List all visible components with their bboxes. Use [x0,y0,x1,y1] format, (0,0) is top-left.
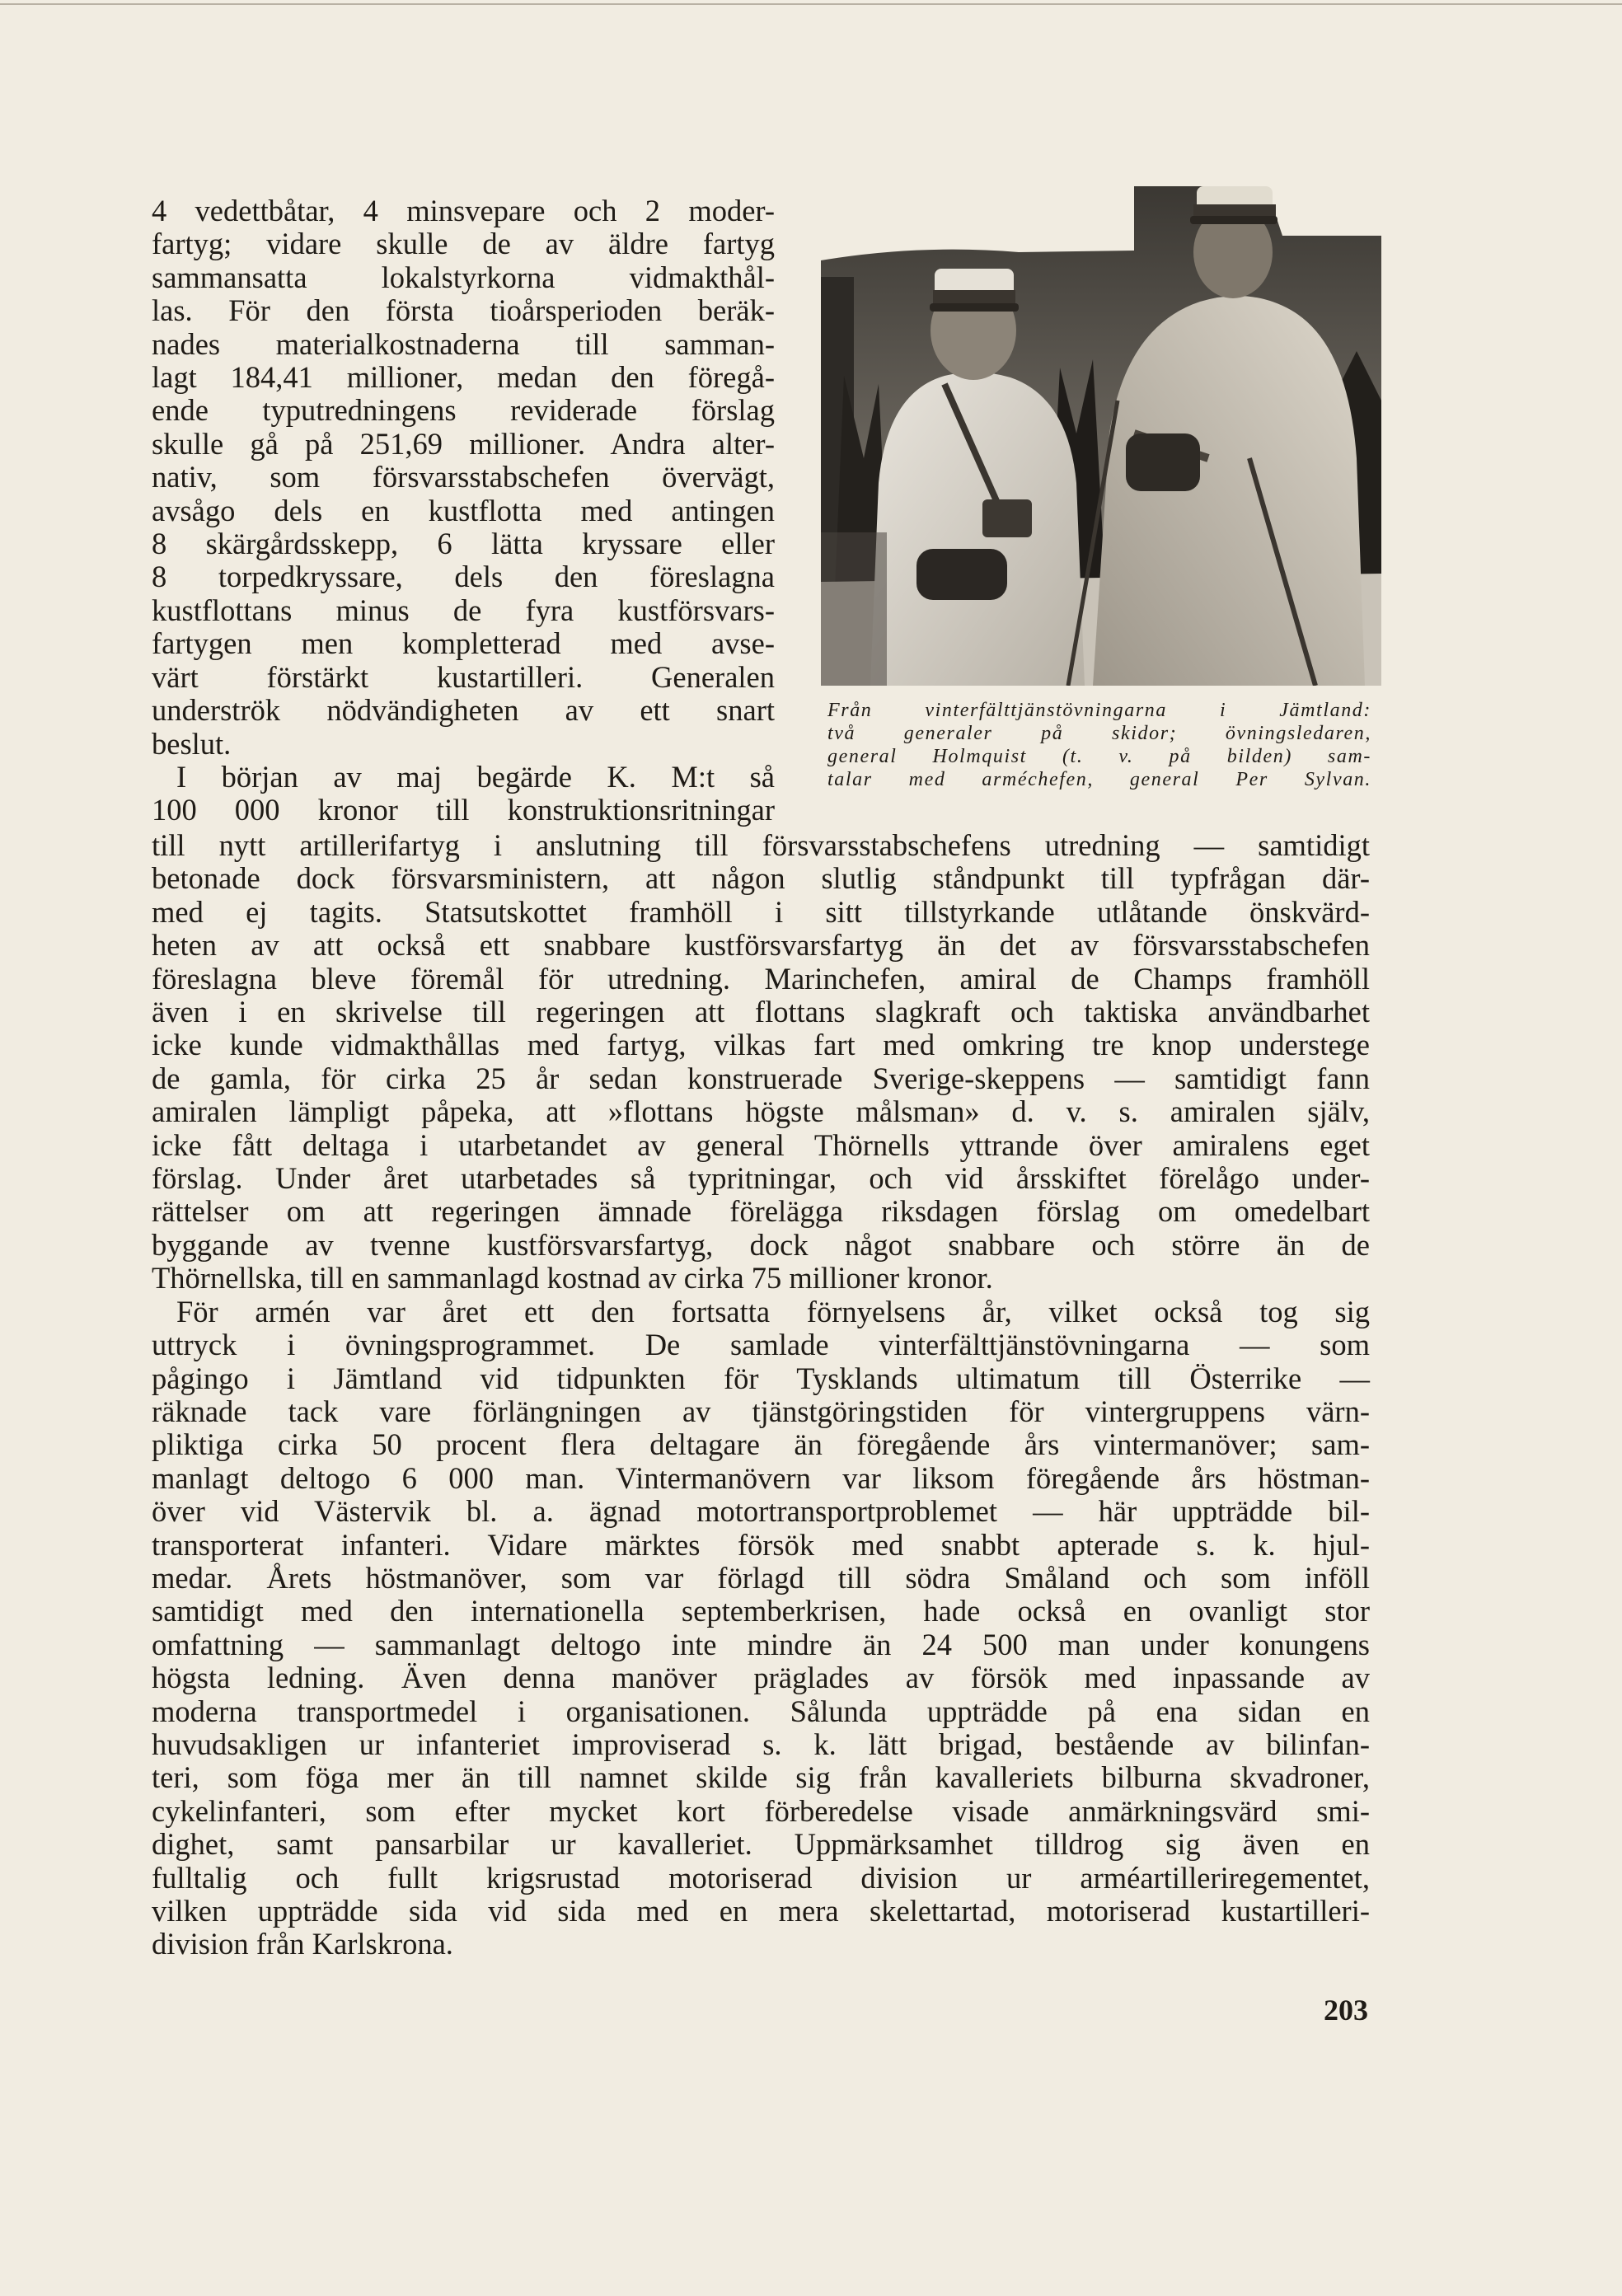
page-number: 203 [1324,1994,1368,2027]
text-line: föreslagna bleve föremål för utredning. Marinchefen, amiral de Champs framhöll [152,961,1370,996]
text-line: byggande av tvenne kustförsvarsfartyg, dock något snabbare och större än de [152,1227,1370,1262]
text-line: moderna transportmedel i organisationen. Sålunda uppträdde på ena sidan en [152,1694,1370,1728]
caption-line: talar med arméchefen, general Per Sylvan. [827,769,1371,790]
text-line: uttryck i övningsprogrammet. De samlade vinterfälttjänstövningarna — som [152,1328,1370,1362]
photo-caption [827,699,1371,791]
text-line: 8 torpedkryssare, dels den föreslagna [152,560,775,594]
text-line: icke fått deltaga i utarbetandet av general Thörnells yttrande över amiralens eget [152,1127,1370,1162]
caption-line: två generaler på skidor; övningsledaren, [827,723,1371,744]
text-line: icke kunde vidmakthållas med fartyg, vilkas fart med omkring tre knop understege [152,1028,1370,1062]
top-edge-rule [0,3,1622,5]
text-line: manlagt deltogo 6 000 man. Vintermanövern var liksom föregående års höstman- [152,1460,1370,1495]
text-line: med ej tagits. Statsutskottet framhöll i sitt tillstyrkande utlåtande önskvärd- [152,894,1370,929]
text-line: transporterat infanteri. Vidare märktes försök med snabbt apterade s. k. hjul- [152,1527,1370,1562]
text-line: I början av maj begärde K. M:t så [176,759,775,794]
text-line: lagt 184,41 millioner, medan den föregå- [152,360,775,395]
text-line: fartyg; vidare skulle de av äldre fartyg [152,227,775,261]
text-line: fulltalig och fullt krigsrustad motoriserad division ur arméartilleriregementet, [152,1860,1370,1895]
text-line: fartygen men kompletterad med avse- [152,626,775,661]
text-line: huvudsakligen ur infanteriet improviserad s. k. lätt brigad, bestående av bilinfan- [152,1727,1370,1761]
text-line: För armén var året ett den fortsatta förnyelsens år, vilket också tog sig [176,1294,1370,1328]
text-line: nades materialkostnaderna till samman- [152,326,775,361]
text-line: amiralen lämpligt påpeka, att »flottans högste målsman» d. v. s. amiralen själv, [152,1094,1370,1129]
text-line: skulle gå på 251,69 millioner. Andra alter- [152,426,775,461]
text-line: 4 vedettbåtar, 4 minsvepare och 2 moder- [152,194,775,227]
photo-two-generals-on-skis [821,186,1381,686]
text-line: dighet, samt pansarbilar ur kavalleriet. Uppmärksamhet tilldrog sig även en [152,1827,1370,1862]
text-line: 8 skärgårdsskepp, 6 lätta kryssare eller [152,527,775,561]
text-line: las. För den första tioårsperioden beräk- [152,293,775,328]
text-line: cykelinfanteri, som efter mycket kort förberedelse visade anmärkningsvärd smi- [152,1793,1370,1828]
text-line: Thörnellska, till en sammanlagd kostnad av cirka 75 millioner kronor. [152,1261,993,1296]
text-line: värt förstärkt kustartilleri. Generalen [152,659,775,694]
text-line: sammansatta lokalstyrkorna vidmakthål- [152,260,775,294]
text-line: 100 000 kronor till konstruktionsritningar [152,793,775,827]
text-line: pliktiga cirka 50 procent flera deltagare än föregående års vintermanöver; sam- [152,1427,1370,1462]
text-line: teri, som föga mer än till namnet skilde sig från kavalleriets bilburna skvadroner, [152,1760,1370,1795]
text-line: medar. Årets höstmanöver, som var förlagd till södra Småland och som inföll [152,1560,1370,1595]
text-line: nativ, som försvarsstabschefen övervägt, [152,460,775,494]
upper-text-column [152,194,775,827]
text-line: omfattning — sammanlagt deltogo inte mindre än 24 500 man under konungens [152,1627,1370,1661]
text-line: räknade tack vare förlängningen av tjänstgöringstiden för vintergruppens värn- [152,1394,1370,1428]
text-line: heten av att också ett snabbare kustförsvarsfartyg än det av försvarsstabschefen [152,928,1370,963]
text-line: samtidigt med den internationella septemberkrisen, hade också en ovanligt stor [152,1594,1370,1628]
text-line: över vid Västervik bl. a. ägnad motortransportproblemet — här uppträdde bil- [152,1494,1370,1529]
text-line: de gamla, för cirka 25 år sedan konstruerade Sverige-skeppens — samtidigt fann [152,1061,1370,1095]
text-line: högsta ledning. Även denna manöver präglades av försök med inpassande av [152,1661,1370,1695]
text-line: ende typutredningens reviderade förslag [152,393,775,428]
caption-line: general Holmquist (t. v. på bilden) sam- [827,746,1371,767]
text-line: förslag. Under året utarbetades så typritningar, och vid årsskiftet förelågo under- [152,1161,1370,1196]
text-line: avsågo dels en kustflotta med antingen [152,493,775,527]
full-width-text-body [152,829,1370,1961]
text-line: rättelser om att regeringen ämnade förelägga riksdagen förslag om omedelbart [152,1194,1370,1229]
text-line: till nytt artillerifartyg i anslutning till försvarsstabschefens utredning — samtidigt [152,828,1370,862]
text-line: betonade dock försvarsministern, att någon slutlig ståndpunkt till typfrågan där- [152,861,1370,896]
text-line: beslut. [152,726,232,761]
caption-line: Från vinterfälttjänstövningarna i Jämtland: [827,700,1371,721]
text-line: kustflottans minus de fyra kustförsvars- [152,593,775,627]
text-line: vilken uppträdde sida vid sida med en mera skelettartad, motoriserad kustartilleri- [152,1894,1370,1928]
text-line: pågingo i Jämtland vid tidpunkten för Tysklands ultimatum till Österrike — [152,1361,1370,1395]
text-line: underströk nödvändigheten av ett snart [152,693,775,728]
text-line: även i en skrivelse till regeringen att flottans slagkraft och taktiska användbarhet [152,995,1370,1029]
text-line: division från Karlskrona. [152,1927,453,1961]
